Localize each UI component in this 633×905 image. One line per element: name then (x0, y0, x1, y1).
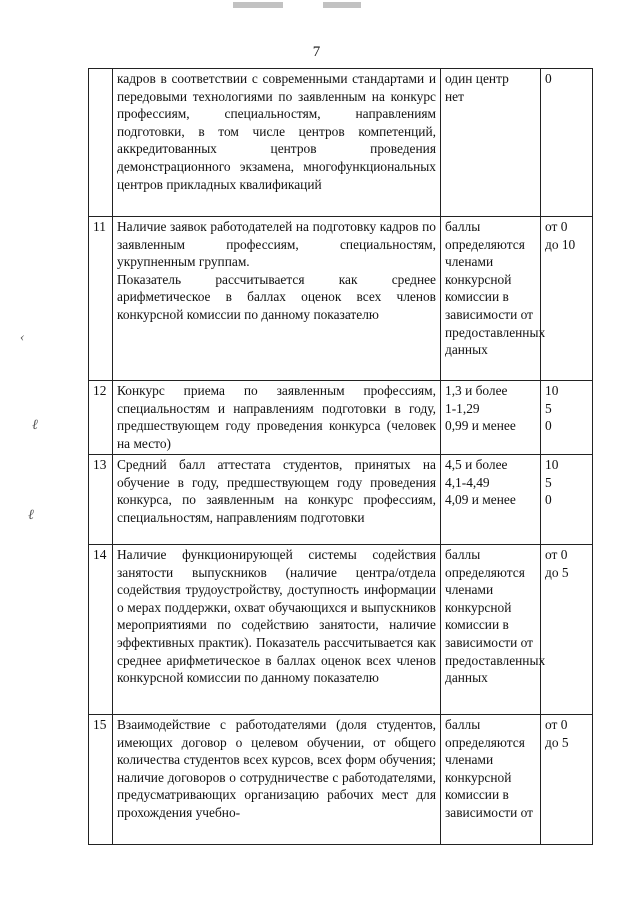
evaluation-method (441, 381, 541, 455)
score-line: 0 (545, 492, 552, 508)
table-row (89, 217, 593, 381)
method-line: 1-1,29 (445, 400, 480, 416)
method-line: 4,09 и менее (445, 492, 516, 508)
criterion-description: Взаимодействие с работодателями (доля студентов, имеющих договор о целевом обучении, от общего количества студентов всех курсов, всех форм обучения; наличие договоров о сотрудничестве с работодателями, предусматривающих организацию рабочих мест для прохождения учебно- (113, 715, 441, 845)
method-line: 1,3 и более (445, 383, 508, 398)
evaluation-method (441, 455, 541, 545)
scan-artifact-right (323, 2, 361, 8)
score-line: до 10 (545, 236, 576, 252)
evaluation-method: баллы определяются членами конкурсной комиссии в зависимости от (441, 715, 541, 845)
criterion-description: Средний балл аттестата студентов, принятых на обучение в году, предшествующем году проведения конкурса, по заявленным на конкурс профессиям, специальностям, направлениям подготовки (113, 455, 441, 545)
score-line: 10 (545, 457, 559, 472)
score (541, 381, 593, 455)
evaluation-method (441, 69, 541, 217)
criteria-table (88, 68, 593, 845)
score (541, 715, 593, 845)
row-number: 14 (89, 545, 113, 715)
score-line: 5 (545, 474, 552, 490)
score (541, 455, 593, 545)
method-line: нет (445, 88, 464, 104)
method-line: 0,99 и менее (445, 418, 516, 434)
row-number (89, 69, 113, 217)
table-row (89, 715, 593, 845)
criterion-description: Наличие заявок работодателей на подготовку кадров по заявленным профессиям, специальностям, укрупненным группам. Показатель рассчитывается как среднее арифметическое в баллах оценок всех членов конкурсной комиссии по данному показателю (113, 217, 441, 381)
margin-mark: ‹ (20, 330, 25, 345)
evaluation-method: баллы определяются членами конкурсной комиссии в зависимости от предоставленных данных (441, 545, 541, 715)
criterion-description: Наличие функционирующей системы содействия занятости выпускников (наличие центра/отдела содействия трудоустройству, доступность информации о мерах поддержки, охват обучающихся и выпускников мероприятиями по содействию занятости, наличие эффективных практик). Показатель рассчитывается как среднее арифметическое в баллах оценок всех членов конкурсной комиссии по данному показателю (113, 545, 441, 715)
table-row (89, 545, 593, 715)
margin-mark: ℓ (28, 508, 34, 523)
method-line: 4,5 и более (445, 457, 508, 472)
score (541, 217, 593, 381)
table-row (89, 69, 593, 217)
margin-mark: ℓ (32, 418, 38, 433)
score-line: до 5 (545, 734, 569, 750)
score-line: от 0 (545, 219, 568, 234)
criterion-description: кадров в соответствии с современными стандартами и передовыми технологиями по заявленным на конкурс профессиям, специальностям, направлениям подготовки, в том числе центров компетенций, аккредитованных центров проведения демонстрационного экзамена, многофункциональных центров прикладных квалификаций (113, 69, 441, 217)
scan-artifact-left (233, 2, 283, 8)
score-line: 0 (545, 71, 552, 86)
table-row (89, 455, 593, 545)
row-number: 11 (89, 217, 113, 381)
method-line: 4,1-4,49 (445, 474, 490, 490)
score-line: 5 (545, 400, 552, 416)
page-number: 7 (312, 44, 321, 60)
row-number: 15 (89, 715, 113, 845)
criterion-description: Конкурс приема по заявленным профессиям, специальностям и направлениям подготовки в году, предшествующем году проведения конкурса (человек на место) (113, 381, 441, 455)
score-line: от 0 (545, 547, 568, 562)
score-line: 10 (545, 383, 559, 398)
table-row (89, 381, 593, 455)
score-line: до 5 (545, 564, 569, 580)
score (541, 545, 593, 715)
score (541, 69, 593, 217)
method-line: один центр (445, 71, 509, 86)
score-line: от 0 (545, 717, 568, 732)
row-number: 12 (89, 381, 113, 455)
row-number: 13 (89, 455, 113, 545)
evaluation-method: баллы определяются членами конкурсной комиссии в зависимости от предоставленных данных (441, 217, 541, 381)
score-line: 0 (545, 418, 552, 434)
